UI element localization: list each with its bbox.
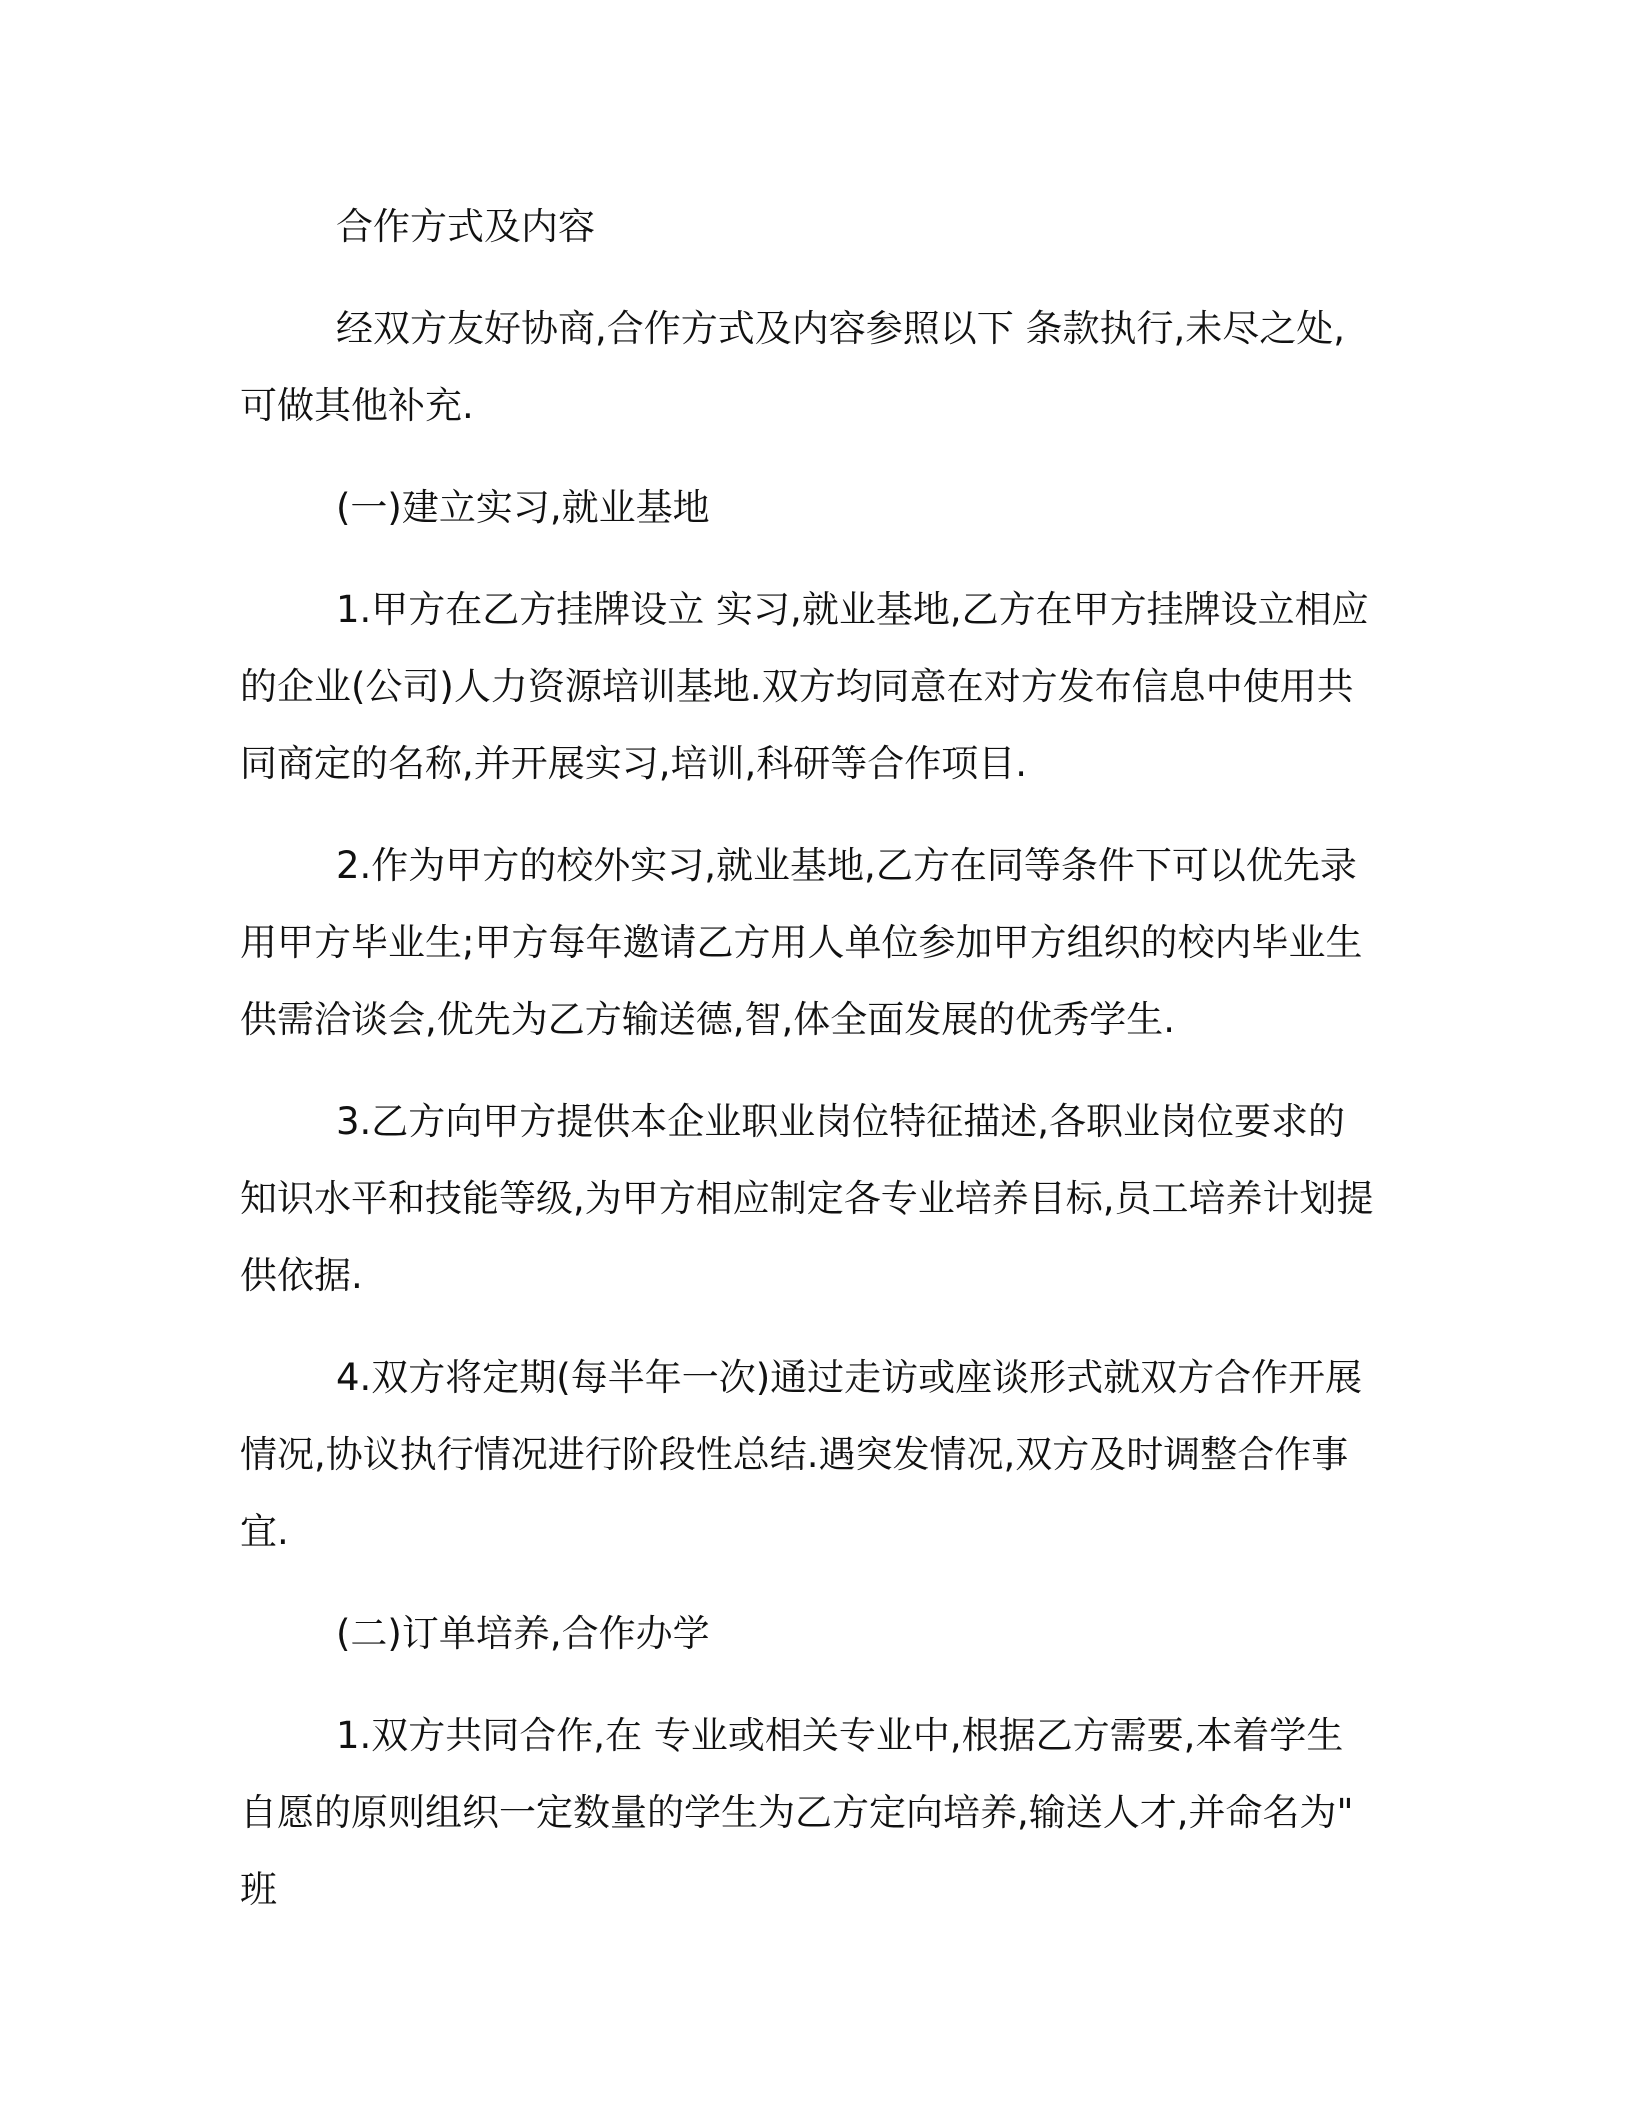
document-body [240, 188, 1380, 1953]
clause-1-4: 4.双方将定期(每半年一次)通过走访或座谈形式就双方合作开展情况,协议执行情况进行阶段性总结.遇突发情况,双方及时调整合作事宜. [240, 1356, 1363, 1553]
clause-1-3: 3.乙方向甲方提供本企业职业岗位特征描述,各职业岗位要求的知识水平和技能等级,为甲方相应制定各专业培养目标,员工培养计划提供依据. [240, 1100, 1374, 1297]
subsection-heading-2: (二)订单培养,合作办学 [336, 1612, 710, 1655]
subsection-heading-1: (一)建立实习,就业基地 [336, 486, 710, 529]
section-title: 合作方式及内容 [336, 205, 595, 248]
clause-1-2: 2.作为甲方的校外实习,就业基地,乙方在同等条件下可以优先录用甲方毕业生;甲方每年邀请乙方用人单位参加甲方组织的校内毕业生供需洽谈会,优先为乙方输送德,智,体全面发展的优秀学生. [240, 844, 1363, 1041]
clause-2-1: 1.双方共同合作,在 专业或相关专业中,根据乙方需要,本着学生自愿的原则组织一定数量的学生为乙方定向培养,输送人才,并命名为" 班 [240, 1714, 1354, 1911]
intro-paragraph: 经双方友好协商,合作方式及内容参照以下 条款执行,未尽之处,可做其他补充. [240, 307, 1346, 427]
clause-1-1: 1.甲方在乙方挂牌设立 实习,就业基地,乙方在甲方挂牌设立相应的企业(公司)人力资源培训基地.双方均同意在对方发布信息中使用共同商定的名称,并开展实习,培训,科研等合作项目. [240, 588, 1369, 785]
